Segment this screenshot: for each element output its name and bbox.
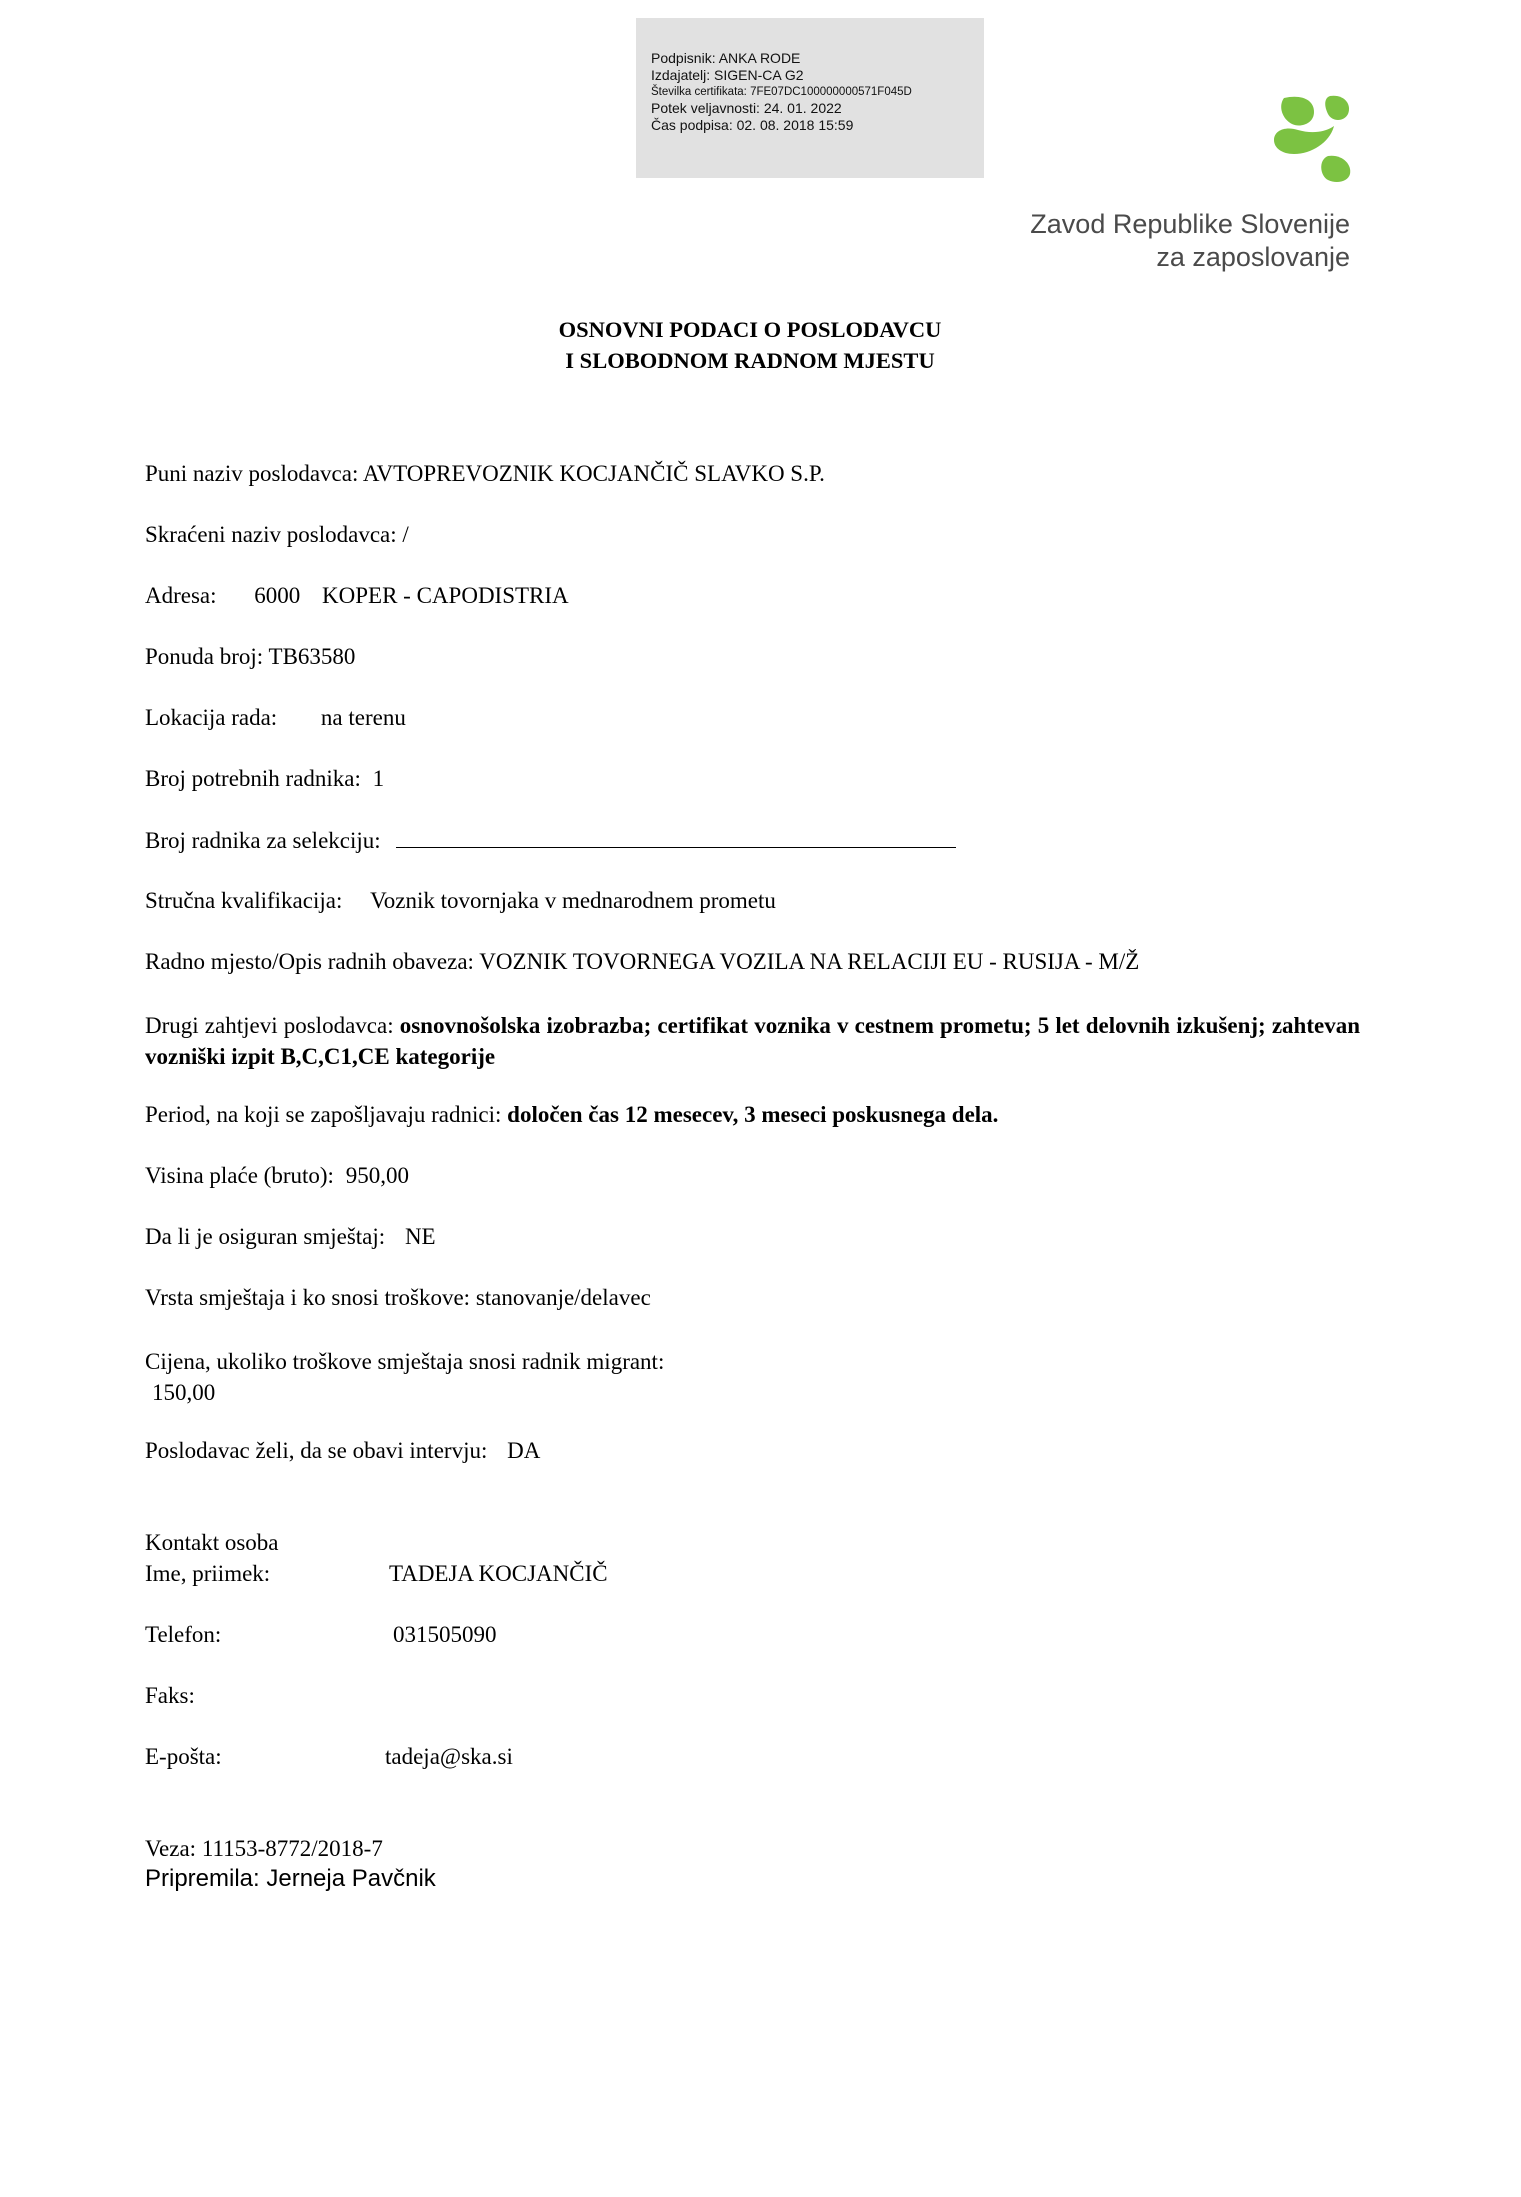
period-label: Period, na koji se zapošljavaju radnici:: [145, 1102, 502, 1127]
selection-label: Broj radnika za selekciju:: [145, 828, 381, 853]
zzzs-logo-text: [900, 208, 1350, 274]
contact-email-value: tadeja@ska.si: [385, 1744, 513, 1769]
field-employment-period: [145, 1102, 998, 1128]
document-title: [360, 314, 1140, 376]
field-interview: [145, 1438, 540, 1464]
job-value: VOZNIK TOVORNEGA VOZILA NA RELACIJI EU - RUSIJA - M/Ž: [479, 949, 1140, 974]
field-address: [145, 583, 569, 609]
field-full-name: [145, 461, 825, 487]
field-selection-count: [145, 827, 956, 854]
contact-name-label: Ime, priimek:: [145, 1561, 271, 1586]
short-name-label: Skraćeni naziv poslodavca:: [145, 522, 397, 547]
contact-heading: Kontakt osoba: [145, 1530, 279, 1555]
interview-label: Poslodavac želi, da se obavi intervju:: [145, 1438, 488, 1463]
full-name-value: AVTOPREVOZNIK KOCJANČIČ SLAVKO S.P.: [362, 461, 825, 486]
digital-signature-box: [636, 18, 984, 178]
field-accommodation-price: [145, 1346, 664, 1408]
field-job-description: [145, 949, 1139, 975]
qualification-value: Voznik tovornjaka v mednarodnem prometu: [370, 888, 776, 913]
contact-phone-label: Telefon:: [145, 1622, 222, 1647]
field-offer-number: [145, 644, 355, 670]
field-accommodation: [145, 1224, 436, 1250]
location-label: Lokacija rada:: [145, 705, 278, 730]
selection-blank-line: [396, 827, 956, 848]
reference-number: Veza: 11153-8772/2018-7: [145, 1836, 383, 1861]
field-requirements: [145, 1010, 1360, 1072]
price-value: 150,00: [152, 1380, 216, 1405]
interview-value: DA: [507, 1438, 541, 1463]
accommodation-value: NE: [404, 1224, 436, 1249]
field-accommodation-type: [145, 1285, 651, 1311]
field-work-location: [145, 705, 406, 731]
field-workers-needed: [145, 766, 384, 792]
short-name-value: /: [402, 522, 409, 547]
contact-phone: [145, 1622, 497, 1648]
field-qualification: [145, 888, 776, 914]
logo-line1: Zavod Republike Slovenije: [1030, 209, 1350, 239]
offer-label: Ponuda broj:: [145, 644, 264, 669]
contact-fax-label: Faks:: [145, 1683, 195, 1708]
price-label: Cijena, ukoliko troškove smještaja snosi radnik migrant:: [145, 1349, 665, 1374]
job-label: Radno mjesto/Opis radnih obaveza:: [145, 949, 474, 974]
workers-needed-value: 1: [372, 766, 385, 791]
signature-issuer: Izdajatelj: SIGEN-CA G2: [651, 67, 804, 83]
accommodation-type-label: Vrsta smještaja i ko snosi troškove:: [145, 1285, 471, 1310]
title-line2: I SLOBODNOM RADNOM MJESTU: [565, 348, 935, 373]
title-line1: OSNOVNI PODACI O POSLODAVCU: [558, 317, 942, 342]
contact-name-value: TADEJA KOCJANČIČ: [389, 1561, 608, 1586]
prepared-by: Pripremila: Jerneja Pavčnik: [145, 1865, 436, 1892]
full-name-label: Puni naziv poslodavca:: [145, 461, 359, 486]
contact-fax: [145, 1683, 195, 1709]
field-salary: [145, 1163, 409, 1189]
requirements-label: Drugi zahtjevi poslodavca:: [145, 1013, 394, 1038]
signature-signed-at: Čas podpisa: 02. 08. 2018 15:59: [651, 117, 854, 133]
accommodation-label: Da li je osiguran smještaj:: [145, 1224, 386, 1249]
contact-name: [145, 1561, 608, 1587]
signature-valid-until: Potek veljavnosti: 24. 01. 2022: [651, 100, 842, 116]
period-value: določen čas 12 mesecev, 3 meseci poskusnega dela.: [507, 1102, 999, 1127]
logo-line2: za zaposlovanje: [1156, 242, 1350, 272]
requirements-value: osnovnošolska izobrazba; certifikat voznika v cestnem prometu; 5 let delovnih izkušenj; zahtevan vozniški izpit B,C,C1,CE kategorije: [145, 1013, 1360, 1069]
location-value: na terenu: [320, 705, 406, 730]
contact-email-label: E-pošta:: [145, 1744, 222, 1769]
accommodation-type-value: stanovanje/delavec: [475, 1285, 651, 1310]
zzzs-logo-icon: [1272, 94, 1352, 184]
address-postcode: 6000: [254, 583, 301, 608]
address-city: KOPER - CAPODISTRIA: [322, 583, 569, 608]
offer-value: TB63580: [268, 644, 356, 669]
contact-email: [145, 1744, 513, 1770]
workers-needed-label: Broj potrebnih radnika:: [145, 766, 361, 791]
contact-phone-value: 031505090: [393, 1622, 497, 1647]
signature-signer: Podpisnik: ANKA RODE: [651, 50, 801, 66]
signature-certificate: Številka certifikata: 7FE07DC100000000571F045D: [651, 86, 912, 98]
address-label: Adresa:: [145, 583, 217, 608]
field-short-name: [145, 522, 409, 548]
salary-label: Visina plaće (bruto):: [145, 1163, 334, 1188]
qualification-label: Stručna kvalifikacija:: [145, 888, 343, 913]
salary-value: 950,00: [345, 1163, 409, 1188]
